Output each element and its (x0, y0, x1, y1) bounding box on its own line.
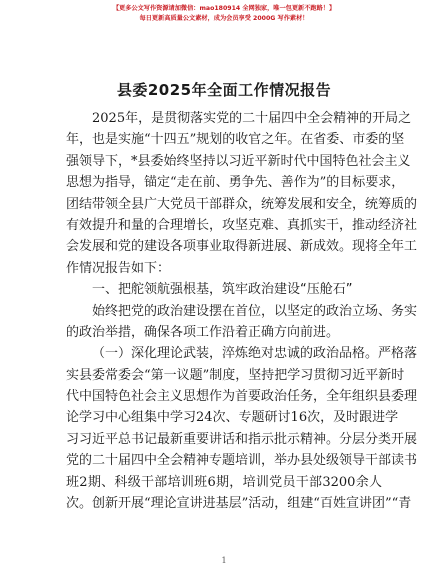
page-number: 1 (221, 556, 227, 565)
paragraph-line: 2025年，是贯彻落实党的二十届四中全会精神的开局之 (92, 111, 412, 126)
paragraph-line: 党的二十届四中全会精神专题培训，举办县处级领导干部读书 (66, 453, 418, 469)
paragraph-line: 思想为指导，锚定“走在前、勇争先、善作为”的目标要求， (66, 175, 405, 191)
paragraph-line: 年，也是实施“十四五”规划的收官之年。在省委、市委的坚 (66, 132, 405, 148)
paragraph-line: 班2期、科级干部培训班6期，培训党员干部3200余人 (66, 474, 382, 490)
paragraph-line: （一）深化理论武装，淬炼绝对忠诚的政治品格。严格落 (92, 346, 418, 362)
paragraph-line: 作情况报告如下： (66, 260, 171, 276)
paragraph-line: 次。创新开展“理论宣讲进基层”活动，组建“百姓宣讲团”“青 (66, 496, 412, 512)
paragraph-line: 实县委常委会“第一议题”制度，坚持把学习贯彻习近平新时 (66, 367, 405, 383)
section-heading: 一、把舵领航强根基，筑牢政治建设“压舱石” (92, 282, 353, 298)
paragraph-line: 习习近平总书记最新重要讲话和指示批示精神。分层分类开展 (66, 431, 418, 447)
promo-banner-line-2: 每日更新高质量公文素材，成为会员享受 2000G 写作素材！ (139, 15, 309, 22)
paragraph-line: 的政治举措，确保各项工作沿着正确方向前进。 (66, 324, 340, 340)
document-title: 县委2025年全面工作情况报告 (116, 81, 332, 99)
paragraph-line: 始终把党的政治建设摆在首位，以坚定的政治立场、务实 (92, 303, 418, 319)
paragraph-line: 强领导下，*县委始终坚持以习近平新时代中国特色社会主义 (66, 153, 411, 169)
promo-banner (0, 4, 448, 24)
paragraph-line: 代中国特色社会主义思想作为首要政治任务，全年组织县委理 (66, 389, 418, 405)
paragraph-line: 论学习中心组集中学习24次、专题研讨16次，及时跟进学 (66, 410, 399, 426)
document-body (66, 108, 418, 514)
paragraph-line: 会发展和党的建设各项事业取得新进展、新成效。现将全年工 (66, 239, 418, 255)
promo-banner-line-1: 【更多公文写作资源请加微信：mao180914 全网独家，唯一包更新不跑路！】 (112, 5, 336, 12)
paragraph-line: 有效提升和量的合理增长，攻坚克难、真抓实干，推动经济社 (66, 217, 418, 233)
paragraph-line: 团结带领全县广大党员干部群众，统筹发展和安全，统筹质的 (66, 196, 418, 212)
